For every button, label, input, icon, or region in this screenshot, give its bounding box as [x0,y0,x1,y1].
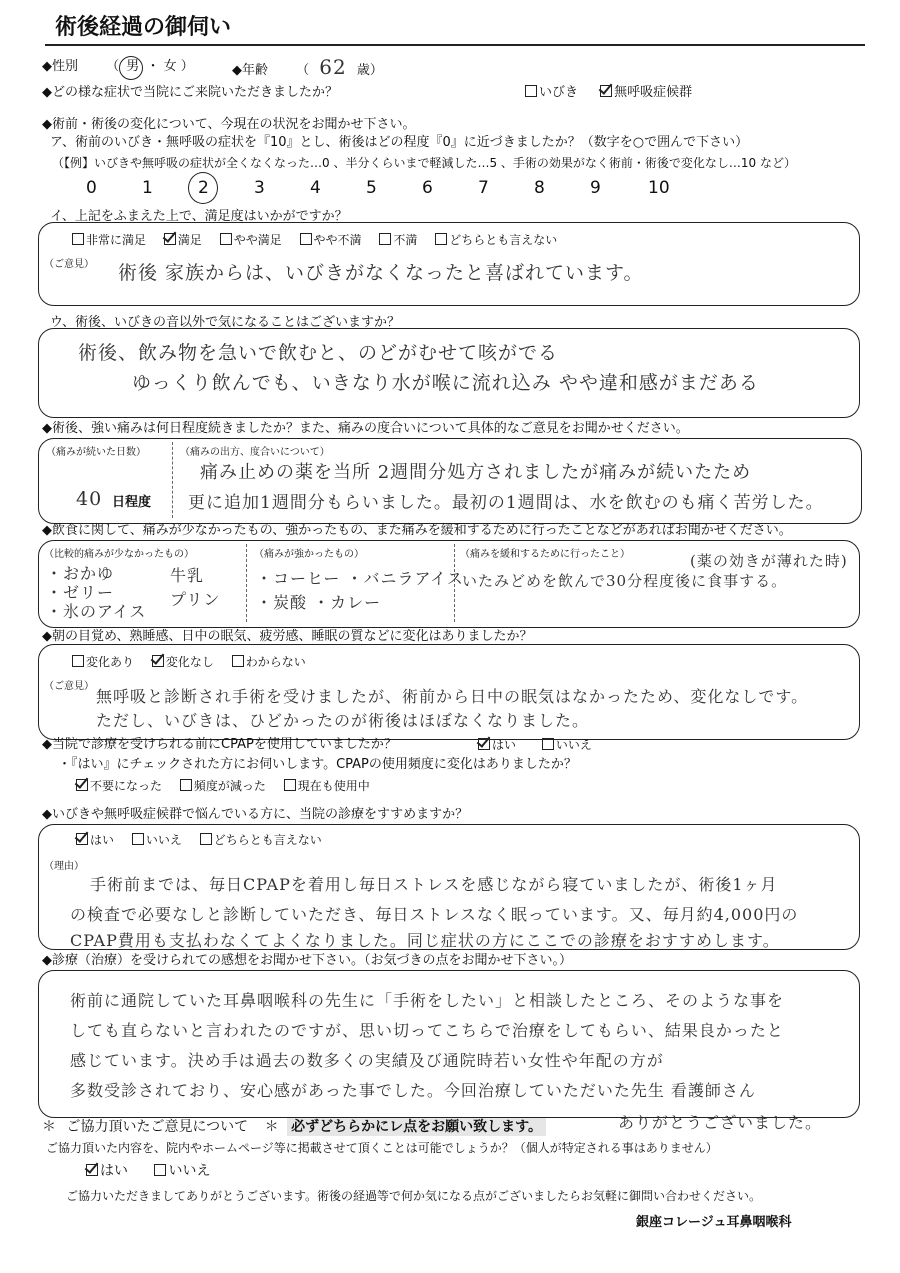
food-less-pain-list-b[interactable]: 牛乳 プリン [170,566,221,609]
cpap-sub-options [76,778,384,794]
scale-6[interactable]: 6 [422,178,433,198]
recommend-no[interactable]: いいえ [132,833,182,847]
sleep-unchanged[interactable]: 変化なし [152,655,214,669]
recommend-question: ◆いびきや無呼吸症候群で悩んでいる方に、当院の診療をすすめますか？ [42,807,469,822]
pain-days-label: （痛みが続いた日数） [46,447,146,458]
food-relief-note[interactable]: (薬の効きが薄れた時) [690,552,848,570]
change-question: ◆術前・術後の変化について、今現在の状況をお聞かせ下さい。 [42,117,416,132]
cpap-less-often[interactable]: 頻度が減った [180,779,266,793]
cpap-no[interactable]: いいえ [542,738,592,752]
scale-9[interactable]: 9 [590,178,601,198]
satisfaction-somewhat-satisfied[interactable]: やや満足 [220,233,282,247]
impression-line3[interactable]: 感じています。決め手は過去の数多くの実績及び通院時若い女性や年配の方が [70,1051,664,1070]
asterisk-1: ＊ [42,1119,56,1135]
symptom-question: ◆どの様な症状で当院にご来院いただきましたか？ [42,85,338,100]
pain-detail-line2[interactable]: 更に追加1週間分もらいました。最初の1週間は、水を飲むのも痛く苦労した。 [188,493,824,513]
food-less-pain-list-a[interactable]: ・おかゆ ・ゼリー ・氷のアイス [46,564,147,621]
publish-no[interactable]: いいえ [154,1163,210,1179]
sex-row: ◆性別 （ 男 ・ 女 ） [42,58,194,76]
satisfaction-comment[interactable]: 術後 家族からは、いびきがなくなったと喜ばれています。 [118,262,644,284]
cpap-question: ◆当院で診療を受けられる前にCPAPを使用していましたか？ [42,737,397,752]
sleep-unknown[interactable]: わからない [232,655,306,669]
satisfaction-options [72,232,571,248]
scale-0[interactable]: 0 [86,178,97,198]
sleep-comment-line2[interactable]: ただし、いびきは、ひどかったのが術後はほぼなくなりました。 [96,711,590,730]
food-more-pain-label: （痛みが強かったもの） [254,549,364,560]
pain-detail-label: （痛みの出方、度合いについて） [180,447,330,458]
change-example: （【例】いびきや無呼吸の症状が全くなくなった…0 、半分くらいまで軽減した…5 、手術の効果がなく術前・術後で変化なし…10 など） [52,156,796,170]
cpap-still-using[interactable]: 現在も使用中 [284,779,370,793]
food-relief-label: （痛みを緩和するために行ったこと） [460,549,630,560]
sleep-question: ◆朝の目覚め、熟睡感、日中の眠気、疲労感、睡眠の質などに変化はありましたか？ [42,629,533,644]
apnea-option[interactable]: 無呼吸症候群 [600,85,692,100]
satisfaction-somewhat-dissatisfied[interactable]: やや不満 [300,233,362,247]
scale-5[interactable]: 5 [366,178,377,198]
clinic-name: 銀座コレージュ耳鼻咽喉科 [636,1215,792,1230]
impression-line2[interactable]: しても直らないと言われたのですが、思い切ってこちらで治療をしてもらい、結果良かったと [70,1021,784,1040]
change-sub-a: ア、術前のいびき・無呼吸の症状を『10』とし、術後はどの程度『0』に近づきましたか？（数字を○で囲んで下さい） [50,135,749,150]
cpap-yes[interactable]: はい [478,738,516,752]
other-comment-line1[interactable]: 術後、飲み物を急いで飲むと、のどがむせて咳がでる [78,342,559,364]
scale-4[interactable]: 4 [310,178,321,198]
food-more-pain-line2[interactable]: ・炭酸 ・カレー [256,593,382,612]
cpap-sub-question: ・『はい』にチェックされた方にお伺いします。CPAPの使用頻度に変化はありましたか？ [58,757,577,772]
food-relief-text[interactable]: いたみどめを飲んで30分程度後に食事する。 [462,572,788,590]
snoring-option[interactable]: いびき [525,85,578,100]
other-comment-line2[interactable]: ゆっくり飲んでも、いきなり水が喉に流れ込み やや違和感がまだある [132,372,759,394]
sleep-comment-label: （ご意見） [44,681,94,692]
other-question: ウ、術後、いびきの音以外で気になることはございますか？ [50,315,400,330]
publish-question: ご協力頂いた内容を、院内やホームページ等に掲載させて頂くことは可能でしょうか？（個人が特定される事はありません） [46,1141,718,1155]
sleep-comment-line1[interactable]: 無呼吸と診断され手術を受けましたが、術前から日中の眠気はなかったため、変化なしです。 [96,687,809,706]
pain-days-unit: 日程度 [112,495,152,510]
food-question: ◆飲食に関して、痛みが少なかったもの、強かったもの、また痛みを緩和するために行ったことなどがあればお聞かせください。 [42,523,792,538]
impression-line4[interactable]: 多数受診されており、安心感があった事でした。今回治療していただいた先生 看護師さん [70,1081,756,1100]
impression-line5[interactable]: ありがとうございました。 [618,1113,823,1132]
scale-1[interactable]: 1 [142,178,153,198]
pain-days-value[interactable]: 40 [76,488,103,510]
scale-2[interactable]: 2 [198,178,209,198]
recommend-reason-line3[interactable]: CPAP費用も支払わなくてよくなりました。同じ症状の方にここでの診療をおすすめします。 [70,931,780,950]
satisfaction-very-satisfied[interactable]: 非常に満足 [72,233,146,247]
symptom-options [525,84,692,102]
sex-female-option[interactable]: 女 [163,59,177,74]
scale-selection-circle [188,172,218,204]
sleep-options [72,654,320,670]
cpap-no-longer-needed[interactable]: 不要になった [76,779,162,793]
pain-divider [172,442,173,518]
scale-8[interactable]: 8 [534,178,545,198]
page-title: 術後経過の御伺い [55,15,232,40]
recommend-yes[interactable]: はい [76,833,114,847]
sleep-changed[interactable]: 変化あり [72,655,134,669]
scale-3[interactable]: 3 [254,178,265,198]
satisfaction-satisfied[interactable]: 満足 [164,233,202,247]
food-divider-1 [246,544,247,622]
thanks-message: ご協力いただきましてありがとうございます。術後の経過等で何か気になる点がございましたらお気軽に御問い合わせください。 [66,1189,762,1203]
publish-options [86,1162,210,1180]
scale-7[interactable]: 7 [478,178,489,198]
food-more-pain-line1[interactable]: ・コーヒー ・バニラアイス [256,569,464,588]
pain-question: ◆術後、強い痛みは何日程度続きましたか？また、痛みの度合いについて具体的なご意見をお聞かせください。 [42,421,689,436]
sex-male-option[interactable]: 男 [123,59,142,74]
publish-yes[interactable]: はい [86,1163,128,1179]
satisfaction-question: イ、上記をふまえた上で、満足度はいかがですか？ [50,209,348,224]
scale-10[interactable]: 10 [648,178,670,198]
food-less-pain-label: （比較的痛みが少なかったもの） [44,549,194,560]
recommend-reason-label: （理由） [44,861,84,872]
cooperation-heading: ＊ ご協力頂いたご意見について ＊ 必ずどちらかにレ点をお願い致します。 [42,1118,546,1136]
recommend-options [76,832,336,848]
asterisk-2: ＊ [264,1119,279,1135]
cpap-options [478,737,592,753]
age-row: ◆年齢 （ 62 歳） [232,55,383,79]
impression-question: ◆診療（治療）を受けられての感想をお聞かせ下さい。（お気づきの点をお聞かせ下さい。） [42,953,572,968]
recommend-reason-line2[interactable]: の検査で必要なしと診断していただき、毎日ストレスなく眠っています。又、毎月約4,000円の [70,905,799,924]
title-underline [45,44,865,46]
recommend-neutral[interactable]: どちらとも言えない [200,833,322,847]
satisfaction-neutral[interactable]: どちらとも言えない [435,233,557,247]
satisfaction-comment-label: （ご意見） [44,259,94,270]
pain-detail-line1[interactable]: 痛み止めの薬を当所 2週間分処方されましたが痛みが続いたため [200,462,752,483]
recommend-reason-line1[interactable]: 手術前までは、毎日CPAPを着用し毎日ストレスを感じながら寝ていましたが、術後1ヶ月 [90,875,778,894]
required-notice: 必ずどちらかにレ点をお願い致します。 [287,1118,546,1136]
impression-line1[interactable]: 術前に通院していた耳鼻咽喉科の先生に「手術をしたい」と相談したところ、そのような事を [70,991,785,1010]
satisfaction-dissatisfied[interactable]: 不満 [379,233,417,247]
age-value[interactable]: 62 [319,55,347,79]
